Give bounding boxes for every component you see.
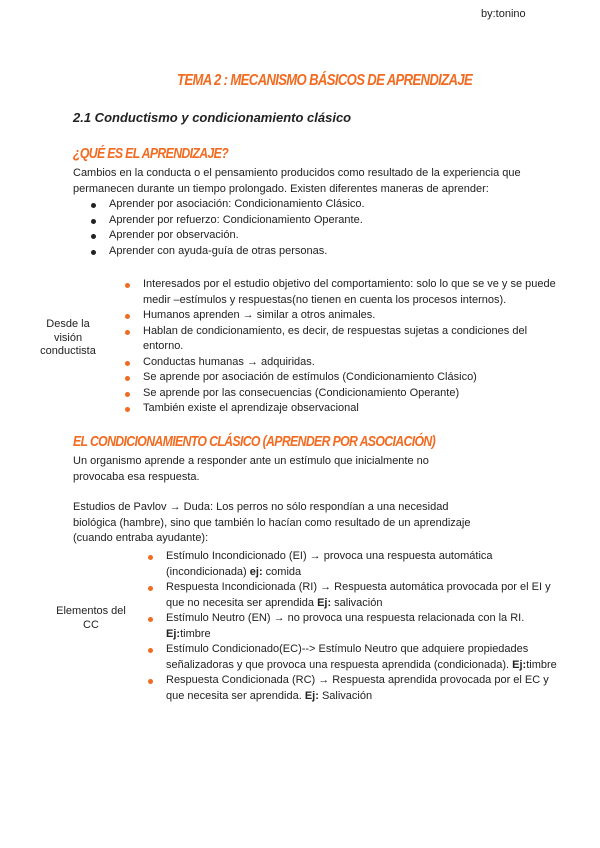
list-item: Estímulo Neutro (EN) → no provoca una respuesta relacionada con la RI. Ej:timbre: [166, 611, 566, 642]
intro-paragraph: Cambios en la conducta o el pensamiento producidos como resultado de la experiencia que permanecen durante un tiempo prolongado. Existen diferentes maneras de aprender:: [73, 167, 521, 195]
list-item: Interesados por el estudio objetivo del comportamiento: solo lo que se ve y se puede medir –estímulos y respuestas(no tienen en cuenta los procesos internos).: [143, 277, 568, 308]
list-item: Respuesta Incondicionada (RI) → Respuesta automática provocada por el EI y que no necesita ser aprendida Ej: salivación: [166, 580, 566, 611]
list-item: Hablan de condicionamiento, es decir, de respuestas sujetas a condiciones del entorno.: [143, 324, 568, 355]
elementos-list: [166, 549, 566, 704]
list-item: Humanos aprenden → similar a otros animales.: [143, 308, 568, 324]
section-heading-aprendizaje: ¿QUÉ ES EL APRENDIZAJE?: [73, 145, 229, 162]
list-item: Aprender por refuerzo: Condicionamiento Operante.: [109, 213, 559, 229]
conductista-list: [143, 277, 568, 417]
section-heading-condicionamiento: EL CONDICIONAMIENTO CLÁSICO (APRENDER POR ASOCIACIÓN): [73, 433, 436, 450]
list-item: Conductas humanas → adquiridas.: [143, 355, 568, 371]
list-item: Aprender con ayuda-guía de otras personas.: [109, 244, 559, 260]
conductista-label: Desde la visión conductista: [40, 318, 96, 357]
list-item: Aprender por observación.: [109, 228, 559, 244]
list-item: Aprender por asociación: Condicionamiento Clásico.: [109, 197, 559, 213]
list-item: Se aprende por asociación de estímulos (Condicionamiento Clásico): [143, 370, 568, 386]
list-item: Estímulo Condicionado(EC)--> Estímulo Neutro que adquiere propiedades señalizadoras y que provoca una respuesta aprendida (condicionada). Ej:timbre: [166, 642, 566, 673]
list-item: Se aprende por las consecuencias (Condicionamiento Operante): [143, 386, 568, 402]
list-item: También existe el aprendizaje observacional: [143, 401, 568, 417]
author-label: by:tonino: [481, 8, 526, 20]
page-title: TEMA 2 : MECANISMO BÁSICOS DE APRENDIZAJE: [177, 72, 473, 89]
paragraph-organismo: Un organismo aprende a responder ante un estímulo que inicialmente no provocaba esa respuesta.: [73, 455, 429, 483]
list-item: Estímulo Incondicionado (EI) → provoca una respuesta automática (incondicionada) ej: comida: [166, 549, 566, 580]
ways-list: [109, 197, 559, 259]
elementos-label: Elementos del CC: [56, 605, 126, 631]
paragraph-pavlov: Estudios de Pavlov → Duda: Los perros no sólo respondían a una necesidad biológica (hambre), sino que también lo hacían como resultado de un aprendizaje (cuando entraba ayudante):: [73, 501, 471, 544]
list-item: Respuesta Condicionada (RC) → Respuesta aprendida provocada por el EC y que necesita ser aprendida. Ej: Salivación: [166, 673, 566, 704]
subtitle: 2.1 Conductismo y condicionamiento clásico: [73, 110, 352, 125]
